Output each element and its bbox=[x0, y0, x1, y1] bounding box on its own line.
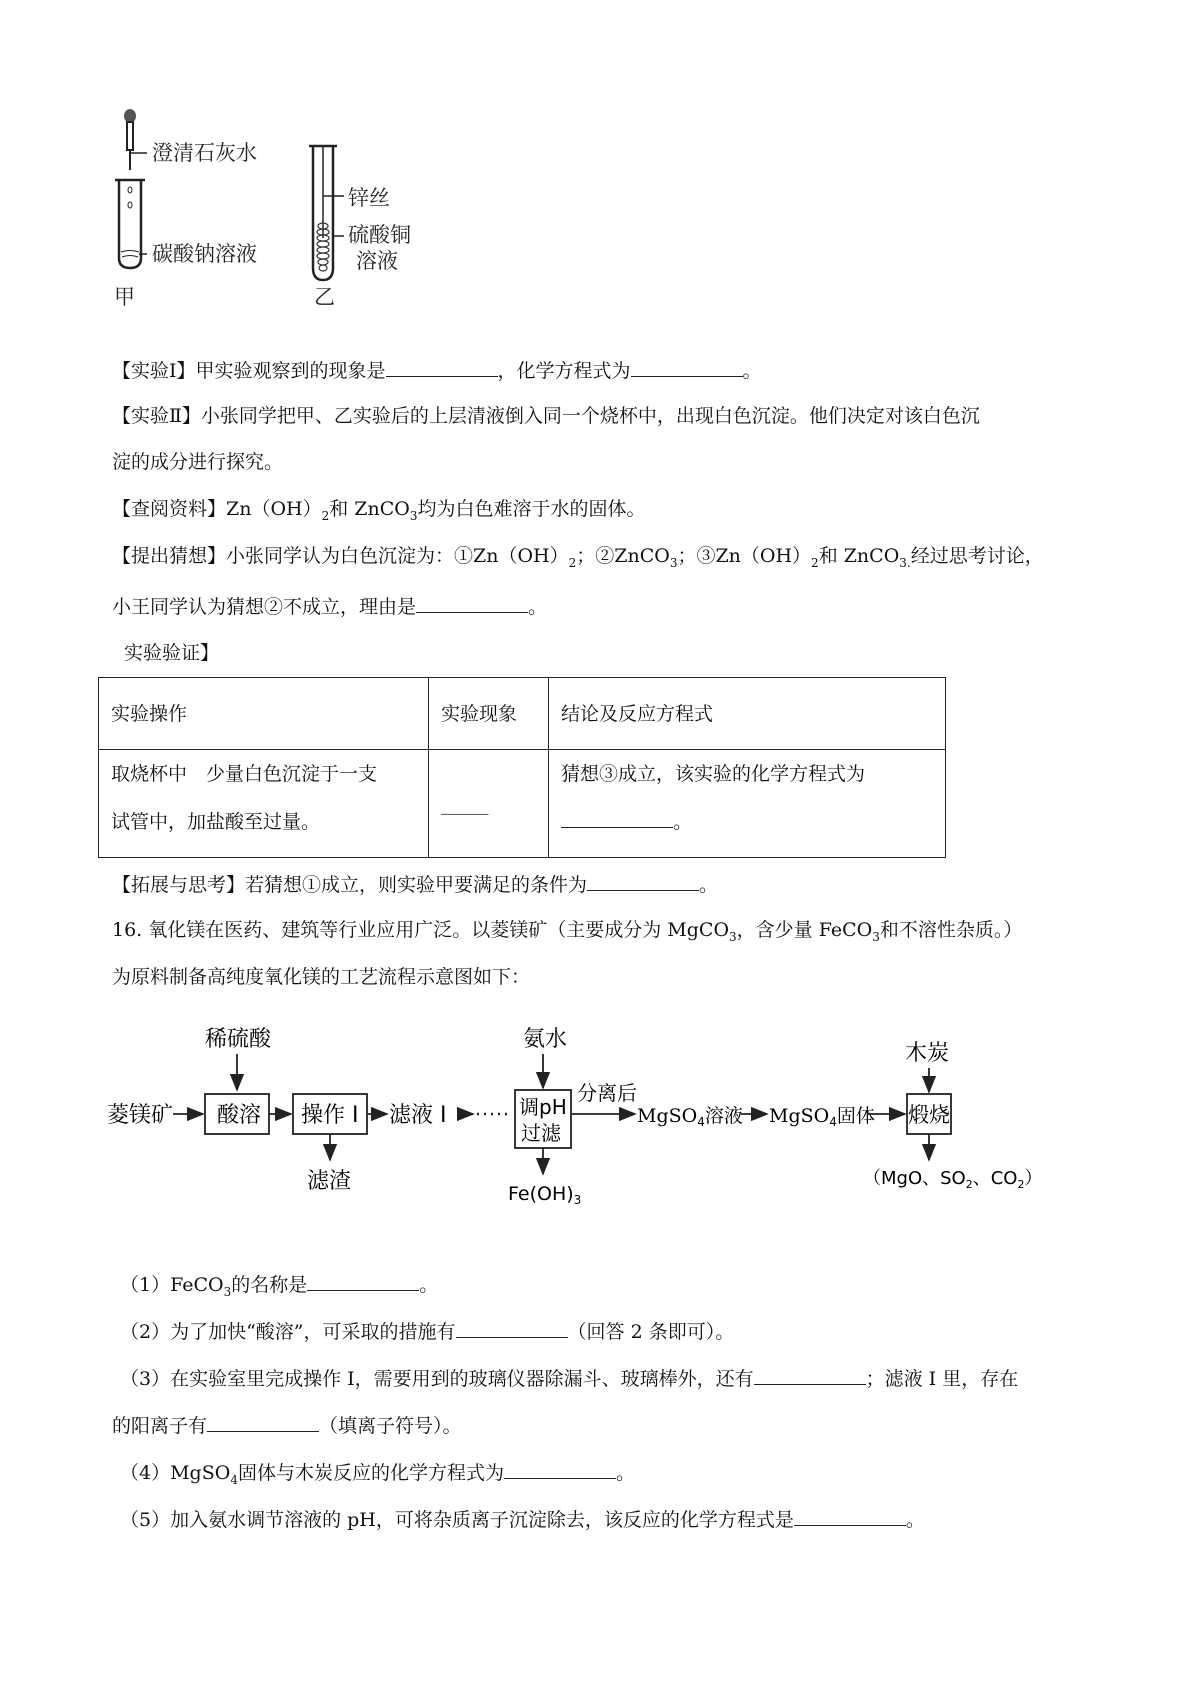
sub-question-2: （2）为了加快“酸溶”，可采取的措施有 （回答 2 条即可）。 bbox=[120, 1321, 735, 1343]
test-tube-jia-icon bbox=[115, 180, 147, 268]
charcoal-label: 木炭 bbox=[905, 1041, 950, 1066]
table-header-cell: 实验操作 bbox=[99, 678, 429, 750]
apparatus-figure bbox=[110, 108, 470, 330]
answer-blank[interactable] bbox=[631, 358, 743, 377]
answer-blank[interactable] bbox=[456, 1319, 568, 1338]
copper-sulfate-label-1: 硫酸铜 bbox=[348, 223, 411, 247]
answer-blank[interactable] bbox=[794, 1507, 906, 1526]
svg-text:操作 I: 操作 I bbox=[301, 1103, 359, 1128]
hypothesis-line-1: 【提出猜想】小张同学认为白色沉淀为：$①Zn(OH)_2$；②ZnCO$_3$；$③Zn(OH)_2$和 ZnCO$_{3.}$经过思考讨论， bbox=[112, 545, 1044, 570]
tube-jia-label: 碳酸钠溶液 bbox=[152, 242, 257, 266]
table-header-cell: 实验现象 bbox=[429, 678, 549, 750]
dropper-label: 澄清石灰水 bbox=[152, 141, 257, 165]
answer-blank[interactable] bbox=[587, 872, 699, 891]
zinc-wire-label: 锌丝 bbox=[348, 186, 390, 210]
answer-blank[interactable] bbox=[386, 358, 498, 377]
phenomenon-cell[interactable]: _____ bbox=[429, 750, 549, 858]
acid-label: 稀硫酸 bbox=[205, 1027, 272, 1052]
filtrate-label: 滤液 I bbox=[389, 1103, 447, 1128]
answer-blank[interactable] bbox=[561, 809, 673, 828]
ammonia-label: 氨水 bbox=[523, 1027, 568, 1052]
verify-heading: 实验验证】 bbox=[124, 642, 220, 664]
table-row bbox=[99, 750, 946, 858]
answer-blank[interactable] bbox=[207, 1413, 319, 1432]
question-16-line-1: 16. 氧化镁在医药、建筑等行业应用广泛。以菱镁矿（主要成分为 MgCO$_3$，含少量 FeCO$_3$和不溶性杂质。） bbox=[112, 919, 1023, 944]
sub-question-1: （1）FeCO$_3$的名称是 。 bbox=[120, 1274, 439, 1299]
fe-oh-label: $Fe(OH)_3$ bbox=[508, 1183, 582, 1207]
process-flow-diagram bbox=[105, 1010, 1105, 1210]
test-tube-yi-icon bbox=[309, 146, 344, 280]
table-header-row bbox=[99, 678, 946, 750]
operation-cell: 取烧杯中 少量白色沉淀于一支 试管中，加盐酸至过量。 bbox=[99, 750, 429, 858]
sub-question-4: （4）MgSO$_4$固体与木炭反应的化学方程式为 。 bbox=[120, 1462, 635, 1487]
reference-line: 【查阅资料】$Zn(OH)_2$和 ZnCO$_3$均为白色难溶于水的固体。 bbox=[112, 498, 646, 523]
products-label: （MgO、$SO_2$、$CO_2$） bbox=[863, 1168, 1043, 1191]
experiment-2-line-2: 淀的成分进行探究。 bbox=[112, 451, 284, 473]
residue-label: 滤渣 bbox=[307, 1169, 352, 1194]
table-header-cell: 结论及反应方程式 bbox=[549, 678, 946, 750]
mgso4-solid-label: MgSO$_4$固体 bbox=[769, 1105, 875, 1129]
answer-blank[interactable] bbox=[416, 594, 528, 613]
question-16-line-2: 为原料制备高纯度氧化镁的工艺流程示意图如下： bbox=[112, 966, 531, 988]
experiment-1-line: 【实验Ⅰ】甲实验观察到的现象是 ，化学方程式为 。 bbox=[112, 360, 762, 382]
sub-question-5: （5）加入氨水调节溶液的 pH，可将杂质离子沉淀除去，该反应的化学方程式是 。 bbox=[120, 1509, 925, 1531]
svg-text:酸溶: 酸溶 bbox=[217, 1103, 262, 1128]
mgso4-solution-label: MgSO$_4$溶液 bbox=[637, 1105, 743, 1129]
answer-blank[interactable] bbox=[504, 1460, 616, 1479]
extension-line: 【拓展与思考】若猜想①成立，则实验甲要满足的条件为 。 bbox=[112, 874, 719, 896]
ore-label: 菱镁矿 bbox=[107, 1103, 174, 1128]
svg-text:煅烧: 煅烧 bbox=[908, 1103, 950, 1127]
separated-label: 分离后 bbox=[577, 1081, 637, 1105]
caption-yi: 乙 bbox=[314, 285, 335, 309]
svg-text:过滤: 过滤 bbox=[521, 1121, 561, 1145]
sub-question-3-line-1: （3）在实验室里完成操作 I，需要用到的玻璃仪器除漏斗、玻璃棒外，还有 ；滤液 I 里，存在 bbox=[120, 1368, 1019, 1390]
sub-question-3-line-2: 的阳离子有 （填离子符号）。 bbox=[112, 1415, 462, 1437]
hypothesis-line-2: 小王同学认为猜想②不成立，理由是 。 bbox=[112, 596, 548, 618]
conclusion-cell: 猜想③成立，该实验的化学方程式为 。 bbox=[549, 750, 946, 858]
dropper-icon bbox=[124, 109, 147, 170]
experiment-2-line-1: 【实验Ⅱ】小张同学把甲、乙实验后的上层清液倒入同一个烧杯中，出现白色沉淀。他们决定对该白色沉 bbox=[112, 405, 980, 427]
verification-table bbox=[98, 677, 946, 858]
answer-blank[interactable] bbox=[307, 1272, 419, 1291]
copper-sulfate-label-2: 溶液 bbox=[356, 249, 398, 273]
svg-text:调pH: 调pH bbox=[519, 1095, 567, 1119]
answer-blank[interactable] bbox=[754, 1366, 866, 1385]
caption-jia: 甲 bbox=[114, 285, 135, 309]
